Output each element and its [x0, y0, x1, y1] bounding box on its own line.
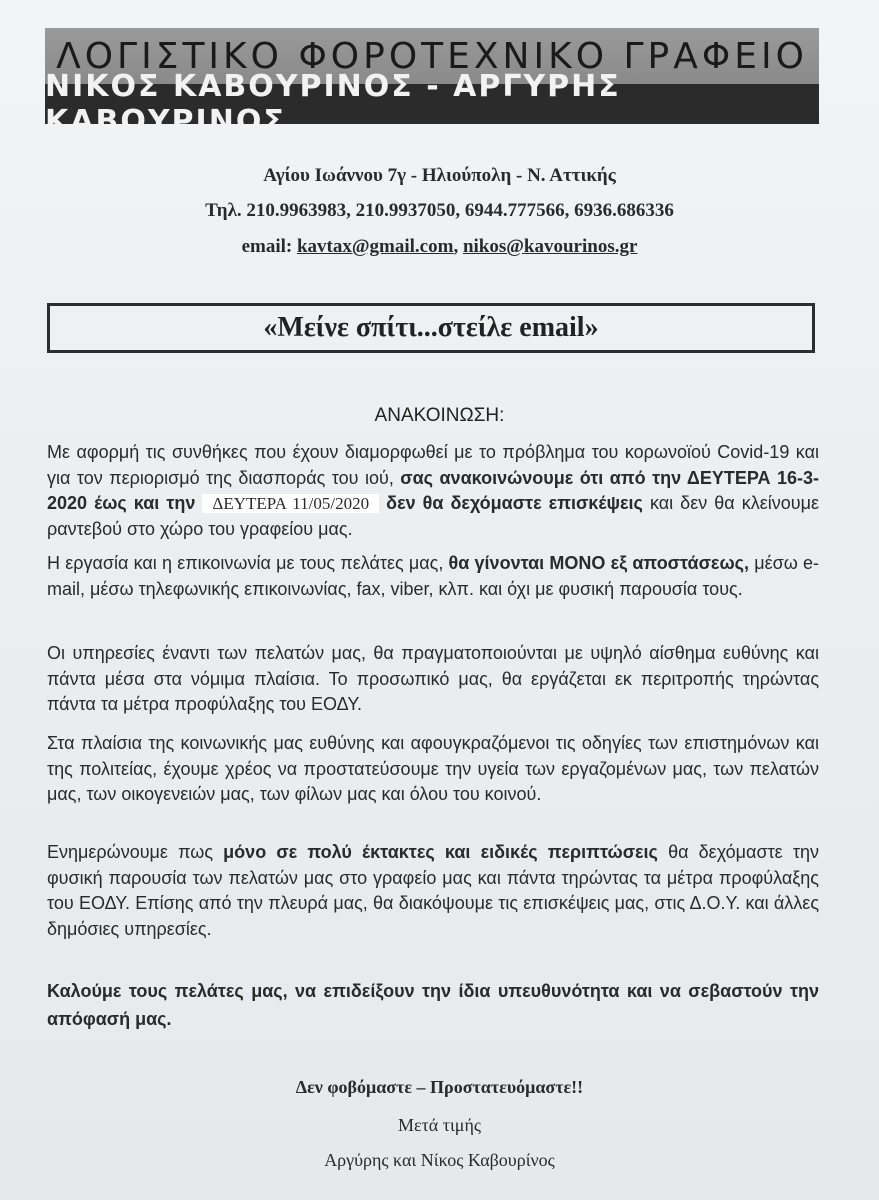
slogan-text: «Μείνε σπίτι...στείλε email»	[263, 312, 599, 343]
closing-motto: Δεν φοβόμαστε – Προστατευόμαστε!!	[295, 1077, 584, 1097]
phone-numbers: Τηλ. 210.9963983, 210.9937050, 6944.777566, 6936.686336	[205, 200, 674, 221]
p2-text-c: μέσω e-mail, μέσω τηλεφωνικής επικοινωνίας, fax, viber, κλπ. και όχι με φυσική παρουσία τους.	[47, 553, 820, 599]
letterhead-names-bar	[45, 69, 819, 139]
email-separator: ,	[453, 236, 459, 257]
office-title: ΛΟΓΙΣΤΙΚΟ ΦΟΡΟΤΕΧΝΙΚΟ ΓΡΑΦΕΙΟ	[56, 35, 808, 77]
p1-bold-b: σας ανακοινώνουμε ότι από την ΔΕΥΤΕΡΑ 16-3-2020 έως και την	[47, 467, 819, 513]
p1-text-a: Με αφορμή τις συνθήκες που έχουν διαμορφωθεί με το πρόβλημα του κορωνοϊού Covid-19 και για τον περιορισμό της διασποράς του ιού,	[47, 442, 819, 488]
closing-signature: Αργύρης και Νίκος Καβουρίνος	[324, 1150, 555, 1170]
paragraph-4: Στα πλαίσια της κοινωνικής μας ευθύνης και αφουγκραζόμενοι τις οδηγίες των επιστημόνων και της πολιτείας, έχουμε χρέος να προστατεύσουμε την υγεία των εργαζομένων μας, των πελατών μας, των οικογενειών μας, των φίλων μας και όλου του κοινού.	[47, 733, 819, 804]
paragraph-3: Οι υπηρεσίες έναντι των πελατών μας, θα πραγματοποιούνται με υψηλό αίσθημα ευθύνης και πάντα μέσα στα νόμιμα πλαίσια. Το προσωπικό μας, θα εργάζεται εκ περιτροπής τηρώντας πάντα τα μέτρα προφύλαξης του ΕΟΔΥ.	[47, 643, 819, 714]
p2-bold-b: θα γίνονται ΜΟΝΟ εξ αποστάσεως,	[448, 553, 750, 573]
address: Αγίου Ιωάννου 7γ - Ηλιούπολη - Ν. Αττικής	[263, 165, 616, 186]
email-link-2[interactable]: nikos@kavourinos.gr	[462, 236, 638, 257]
closing-regards: Μετά τιμής	[398, 1115, 481, 1135]
email-link-1[interactable]: kavtax@gmail.com	[296, 236, 454, 257]
slogan-box	[47, 303, 815, 353]
paragraph-6: Καλούμε τους πελάτες μας, να επιδείξουν την ίδια υπευθυνότητα και να σεβαστούν την απόφασή μας.	[47, 981, 819, 1029]
highlighted-date: ΔΕΥΤΕΡΑ 11/05/2020	[202, 494, 379, 513]
paragraph-1	[47, 440, 819, 542]
p1-bold-c: δεν θα δεχόμαστε επισκέψεις	[386, 493, 643, 513]
p5-text-a: Ενημερώνουμε πως	[47, 842, 224, 862]
email-line	[0, 236, 879, 258]
paragraph-2	[47, 551, 819, 602]
announcement-title: ΑΝΑΚΟΙΝΩΣΗ:	[374, 405, 505, 426]
p5-bold-b: μόνο σε πολύ έκτακτες και ειδικές περιπτώσεις	[223, 842, 658, 862]
paragraph-5	[47, 840, 819, 942]
p1-text-d: και δεν θα κλείνουμε ραντεβού στο χώρο του γραφείου μας.	[47, 493, 819, 539]
email-label: email:	[241, 236, 293, 257]
p2-text-a: Η εργασία και η επικοινωνία με τους πελάτες μας,	[47, 553, 449, 573]
p5-text-c: θα δεχόμαστε την φυσική παρουσία των πελατών μας στο γραφείο μας και πάντα τηρώντας τα μέτρα προφύλαξης του ΕΟΔΥ. Επίσης από την πλευρά μας, θα διακόψουμε τις επισκέψεις μας, στις Δ.Ο.Υ. και άλλες δημόσιες υπηρεσίες.	[47, 842, 819, 939]
office-names: ΝΙΚΟΣ ΚΑΒΟΥΡΙΝΟΣ - ΑΡΓΥΡΗΣ ΚΑΒΟΥΡΙΝΟΣ	[45, 69, 621, 139]
